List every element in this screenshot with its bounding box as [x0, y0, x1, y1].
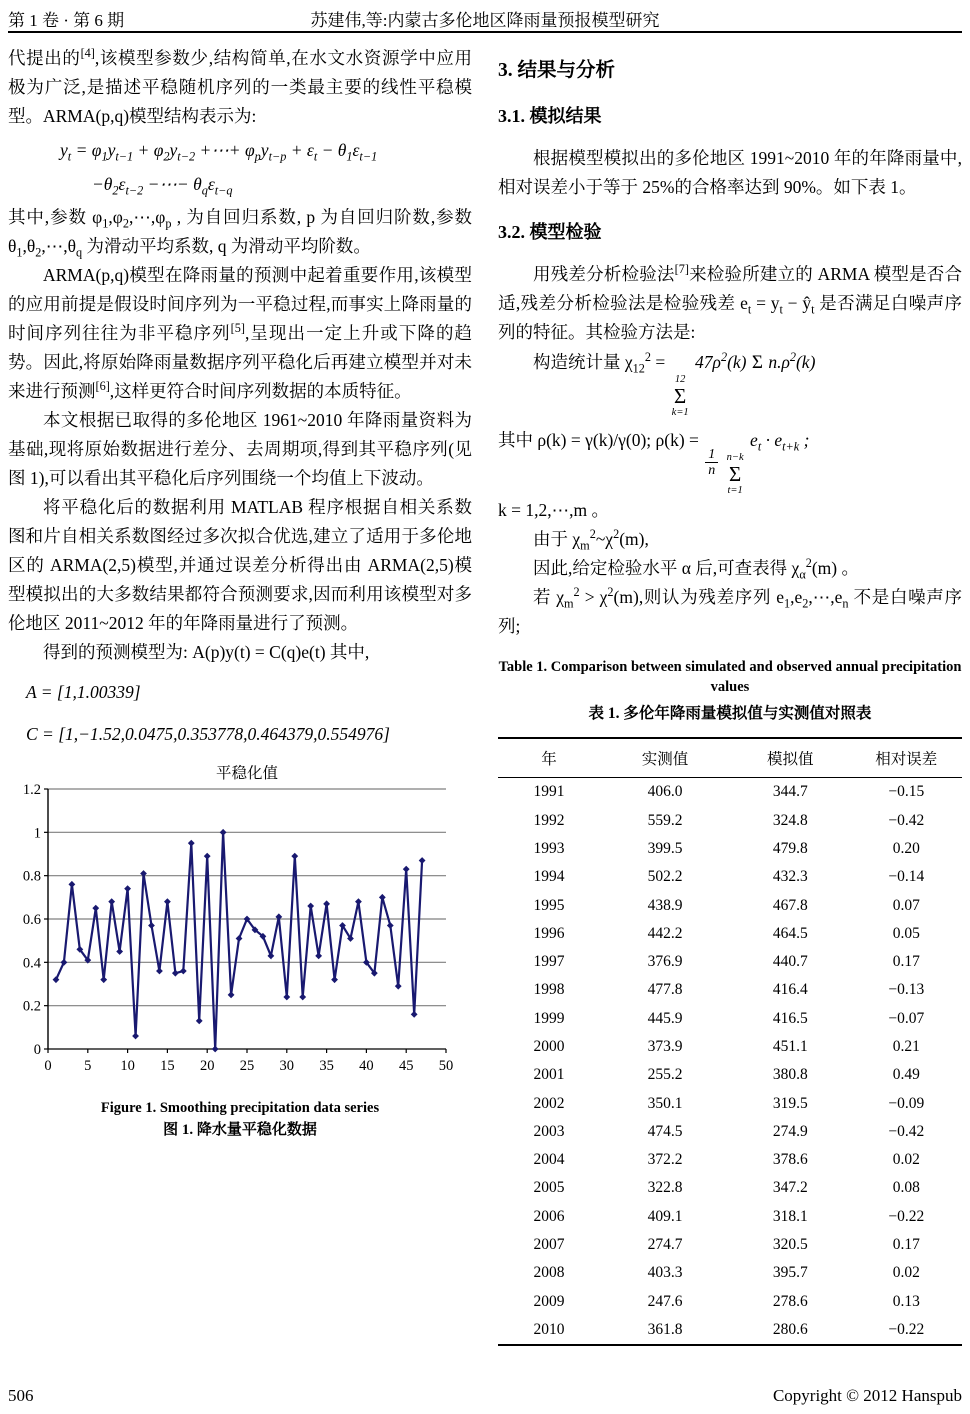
column-header-year: 年 [498, 738, 600, 778]
table-1-title-cn: 表 1. 多伦年降雨量模拟值与实测值对照表 [588, 705, 872, 723]
table-cell: 344.7 [772, 783, 808, 801]
table-cell: 361.8 [600, 1316, 730, 1345]
table-cell: 416.5 [772, 1009, 808, 1027]
page-number: 506 [8, 1386, 34, 1405]
table-row [498, 1288, 962, 1316]
table-cell: 0.08 [892, 1179, 920, 1197]
table-row [498, 1005, 962, 1033]
table-cell: 474.5 [647, 1122, 683, 1140]
table-cell: 0.20 [892, 839, 920, 857]
table-cell: 319.5 [772, 1094, 808, 1112]
svg-text:0.4: 0.4 [22, 955, 41, 972]
table-cell: −0.07 [888, 1009, 925, 1027]
table-row [498, 806, 962, 834]
table-cell: 2000 [533, 1038, 565, 1055]
table-cell: 274.9 [772, 1122, 808, 1140]
svg-text:0.8: 0.8 [22, 868, 41, 885]
sum-upper-limit: n−k [726, 452, 744, 464]
header-rule [8, 31, 962, 33]
svg-text:40: 40 [359, 1058, 374, 1074]
table-cell: 322.8 [647, 1179, 683, 1197]
table-cell: −0.22 [888, 1207, 925, 1225]
table-cell: 255.2 [647, 1066, 683, 1084]
table-row [498, 1146, 962, 1174]
table-cell: 324.8 [772, 811, 808, 829]
paragraph-forecast-model: 得到的预测模型为: A(p)y(t) = C(q)e(t) 其中, [43, 642, 370, 662]
table-1-section [498, 657, 962, 1346]
table-cell: 347.2 [772, 1179, 808, 1197]
table-cell: 2005 [533, 1179, 565, 1197]
section-3-heading: 3. 结果与分析 [498, 60, 616, 81]
table-cell: 0.02 [892, 1151, 920, 1169]
svg-text:20: 20 [199, 1058, 215, 1074]
table-cell: 2007 [533, 1236, 565, 1254]
formula-arma-line1: $y_t = \varphi_1y_{t-1} + \varphi_2y_{t-2}$ +⋯+ $\varphi_py_{t-p} + \varepsilon_t - \theta_1\varepsilon_{t-1}$ [60, 140, 378, 164]
table-cell: 502.2 [647, 868, 683, 886]
table-cell: 438.9 [647, 896, 683, 914]
paragraph-arma-intro: 代提出的[4],该模型参数少,结构简单,在水文水资源学中应用极为广泛,是描述平稳随机序列的一类最主要的线性平稳模型。ARMA(p,q)模型结构表示为: [8, 46, 473, 126]
table-cell: 1994 [533, 868, 565, 886]
svg-text:0.6: 0.6 [22, 912, 41, 928]
column-header-relative-error: 相对误差 [851, 738, 962, 778]
table-cell: 442.2 [647, 924, 683, 942]
table-1-title-en: Table 1. Comparison between simulated and observed annual precipitation values [498, 659, 962, 696]
table-cell: 1996 [533, 924, 565, 942]
table-cell: 380.8 [772, 1066, 808, 1084]
table-cell: 2004 [533, 1151, 565, 1169]
table-cell: 274.7 [647, 1236, 683, 1254]
table-row [498, 863, 962, 891]
section-3-1-heading: 3.1. 模拟结果 [498, 106, 602, 126]
paragraph-chi-distribution: 由于 $\chi_m^2\sim\chi^2(m)$, [533, 527, 649, 553]
table-cell: 451.1 [772, 1038, 808, 1055]
table-cell: 0.49 [892, 1066, 920, 1084]
column-header-observed: 实测值 [600, 738, 730, 778]
figure-caption-cn: 图 1. 降水量平稳化数据 [163, 1122, 317, 1138]
svg-text:25: 25 [239, 1058, 255, 1074]
table-cell: 0.02 [892, 1264, 920, 1282]
summation-operator [727, 452, 744, 496]
table-row [498, 835, 962, 863]
paragraph-residual-test: 用残差分析检验法[7]来检验所建立的 ARMA 模型是否合适,残差分析检验法是检验残差 $e_t = y_t$ − $ŷ_t$ 是否满足白噪声序列的特征。其检验方法是: [498, 262, 963, 342]
svg-text:平稳化值: 平稳化值 [215, 765, 279, 782]
rho-lead: 其中 ρ(k) = γ(k)/γ(0); ρ(k) = [498, 430, 699, 451]
svg-text:1: 1 [33, 825, 41, 842]
sigma-icon: Σ [674, 383, 687, 408]
table-cell: 395.7 [772, 1264, 808, 1282]
right-column [498, 44, 962, 1346]
table-cell: 1999 [533, 1009, 565, 1027]
table-cell: 2008 [533, 1264, 565, 1282]
table-cell: −0.13 [888, 981, 925, 999]
table-row [498, 1033, 962, 1061]
table-cell: 559.2 [647, 811, 683, 829]
table-cell: 432.3 [772, 868, 808, 886]
table-cell: 1998 [533, 981, 565, 999]
table-cell: 2009 [533, 1292, 565, 1310]
figure-caption-en: Figure 1. Smoothing precipitation data series [100, 1100, 380, 1116]
svg-text:30: 30 [279, 1058, 295, 1074]
table-cell: 464.5 [772, 924, 808, 942]
sum-upper-limit: 12 [674, 374, 686, 385]
left-column [8, 44, 472, 1346]
table-cell: 278.6 [772, 1292, 808, 1310]
table-row [498, 891, 962, 919]
table-row [498, 920, 962, 948]
chi-prefix: 构造统计量 $\chi_{12}^2$ = [533, 350, 666, 376]
formula-chi-statistic [498, 347, 962, 418]
table-cell: 0.07 [892, 896, 920, 914]
table-row [498, 1259, 962, 1287]
table-cell: 2010 [498, 1316, 600, 1345]
section-3-2-heading: 3.2. 模型检验 [498, 222, 602, 242]
fraction-numerator: 1 [708, 447, 716, 463]
journal-issue: 第 1 卷 · 第 6 期 [8, 11, 125, 30]
figure-1-chart [8, 763, 472, 1090]
table-row [498, 778, 962, 807]
paragraph-alpha-level: 因此,给定检验水平 α 后,可查表得 $\chi_\alpha^2(m)$ 。 [533, 556, 860, 582]
table-cell: 378.6 [772, 1151, 808, 1169]
table-row [498, 1231, 962, 1259]
copyright-notice: Copyright © 2012 Hanspub [772, 1386, 962, 1405]
table-cell: 320.5 [772, 1236, 808, 1254]
comparison-table [498, 737, 962, 1346]
table-cell: 1992 [533, 811, 565, 829]
fraction-denominator: n [705, 462, 718, 478]
table-cell: 376.9 [647, 953, 683, 971]
table-cell: 1991 [533, 783, 565, 801]
table-cell: −0.09 [888, 1094, 925, 1112]
table-cell: 1997 [533, 953, 565, 971]
table-cell: 2003 [533, 1122, 565, 1140]
formula-rho-definition [498, 418, 962, 496]
svg-text:10: 10 [120, 1058, 135, 1074]
table-cell: 0.17 [892, 953, 920, 971]
table-row [498, 976, 962, 1004]
svg-text:15: 15 [160, 1058, 175, 1074]
paragraph-data-basis: 本文根据已取得的多伦地区 1961~2010 年降雨量资料为基础,现将原始数据进行差分、去周期项,得到其平稳序列(见图 1),可以看出其平稳化后序列围绕一个均值上下波动。 [8, 410, 472, 488]
formula-arma-line2: $-\theta_2\varepsilon_{t-2}$ −⋯− $\theta_q\varepsilon_{t-q}$ [92, 174, 233, 198]
table-row [498, 1061, 962, 1089]
running-title: 苏建伟,等:内蒙古多伦地区降雨量预报模型研究 [310, 11, 660, 30]
table-row [498, 1174, 962, 1202]
table-cell: 409.1 [647, 1207, 683, 1225]
svg-text:1.2: 1.2 [22, 782, 41, 798]
table-cell: −0.22 [851, 1316, 962, 1345]
svg-text:45: 45 [398, 1058, 414, 1074]
sum-lower-limit: t=1 [727, 484, 743, 496]
paragraph-parameters: 其中,参数 $\varphi_1,\varphi_2,\cdots,\varphi_p$ , 为自回归系数, p 为自回归阶数,参数 $\theta_1,\theta_2,\cdots,\theta_q$ 为滑动平均系数, q 为滑动平均阶数。 [8, 207, 473, 260]
table-row [498, 1118, 962, 1146]
table-cell: 0.05 [892, 924, 920, 942]
table-cell: 440.7 [772, 953, 808, 971]
svg-text:0: 0 [33, 1042, 41, 1058]
rho-tail: $e_t \cdot e_{t+k}$ ; [750, 430, 810, 454]
svg-text:0: 0 [44, 1058, 52, 1074]
table-cell: 247.6 [647, 1292, 683, 1310]
table-row [498, 1203, 962, 1231]
formula-a-vector: A = [1,1.00339] [26, 682, 141, 702]
chi-term1: $47\rho^2(k)$ [695, 350, 747, 372]
svg-text:5: 5 [84, 1058, 92, 1074]
table-cell: 318.1 [772, 1207, 808, 1225]
table-cell: 1993 [533, 839, 565, 857]
table-cell: −0.42 [888, 811, 925, 829]
table-cell: 479.8 [772, 839, 808, 857]
table-row [498, 1316, 962, 1345]
sigma-icon: Σ [729, 461, 742, 486]
table-cell: 280.6 [730, 1316, 851, 1345]
page-footer [8, 1386, 962, 1406]
paragraph-simulation-result: 根据模型模拟出的多伦地区 1991~2010 年的年降雨量中,相对误差小于等于 25%的合格率达到 90%。如下表 1。 [498, 148, 962, 197]
sigma-icon: Σ [751, 352, 763, 373]
paragraph-white-noise-condition: 若 $\chi_m^2 > \chi^2(m)$,则认为残差序列 $e_1,e_2,\cdots,e_n$ 不是白噪声序列; [498, 585, 962, 637]
table-header-row [498, 738, 962, 778]
fraction-one-over-n [705, 447, 718, 479]
table-cell: 399.5 [647, 839, 683, 857]
table-cell: 477.8 [647, 981, 683, 999]
formula-c-vector: C = [1,−1.52,0.0475,0.353778,0.464379,0.554976] [26, 724, 390, 744]
table-cell: 0.13 [892, 1292, 920, 1310]
table-cell: 406.0 [647, 783, 683, 801]
table-cell: 445.9 [647, 1009, 683, 1027]
svg-text:35: 35 [319, 1058, 334, 1074]
table-cell: 403.3 [647, 1264, 683, 1282]
paragraph-k-range: k = 1,2,⋯,m 。 [498, 500, 609, 521]
summation-operator [672, 374, 689, 418]
table-row [498, 948, 962, 976]
table-body [498, 778, 962, 1345]
table-cell: 0.21 [892, 1038, 920, 1055]
column-header-simulated: 模拟值 [730, 738, 851, 778]
paragraph-arma-role: ARMA(p,q)模型在降雨量的预测中起着重要作用,该模型的应用前提是假设时间序列为一平稳过程,而事实上降雨量的时间序列往往为非平稳序列[5],呈现出一定上升或下降的趋势。因此,将原始降雨量数据序列平稳化后再建立模型并对未来进行预测[6],这样更符合时间序列数据的本质特征。 [8, 265, 473, 401]
table-cell: 416.4 [772, 981, 808, 999]
page-header [8, 6, 962, 31]
table-cell: 372.2 [647, 1151, 683, 1169]
two-column-layout [8, 44, 962, 1346]
table-cell: −0.42 [888, 1122, 925, 1140]
table-cell: 2002 [533, 1094, 565, 1112]
svg-text:0.2: 0.2 [22, 998, 41, 1015]
table-cell: 0.17 [892, 1236, 920, 1254]
svg-text:50: 50 [438, 1058, 454, 1074]
table-cell: 373.9 [647, 1038, 683, 1055]
table-cell: 2001 [533, 1066, 565, 1084]
sum-lower-limit: k=1 [671, 406, 689, 418]
table-cell: 1995 [533, 896, 565, 914]
paragraph-matlab-fit: 将平稳化后的数据利用 MATLAB 程序根据自相关系数图和片自相关系数图经过多次拟合优选,建立了适用于多伦地区的 ARMA(2,5)模型,并通过误差分析得出由 ARMA(2,5)模型模拟出的大多数结果都符合预测要求,因而利用该模型对多伦地区 2011~2012 年的年降雨量进行了预测。 [8, 497, 472, 633]
table-cell: 350.1 [647, 1094, 683, 1112]
line-chart-svg [8, 763, 460, 1085]
table-cell: −0.14 [888, 868, 925, 886]
chi-term2: $n.\rho^2(k)$ [768, 350, 816, 372]
table-cell: 2006 [533, 1207, 565, 1225]
table-cell: −0.15 [888, 783, 925, 801]
table-row [498, 1089, 962, 1117]
table-cell: 467.8 [772, 896, 808, 914]
